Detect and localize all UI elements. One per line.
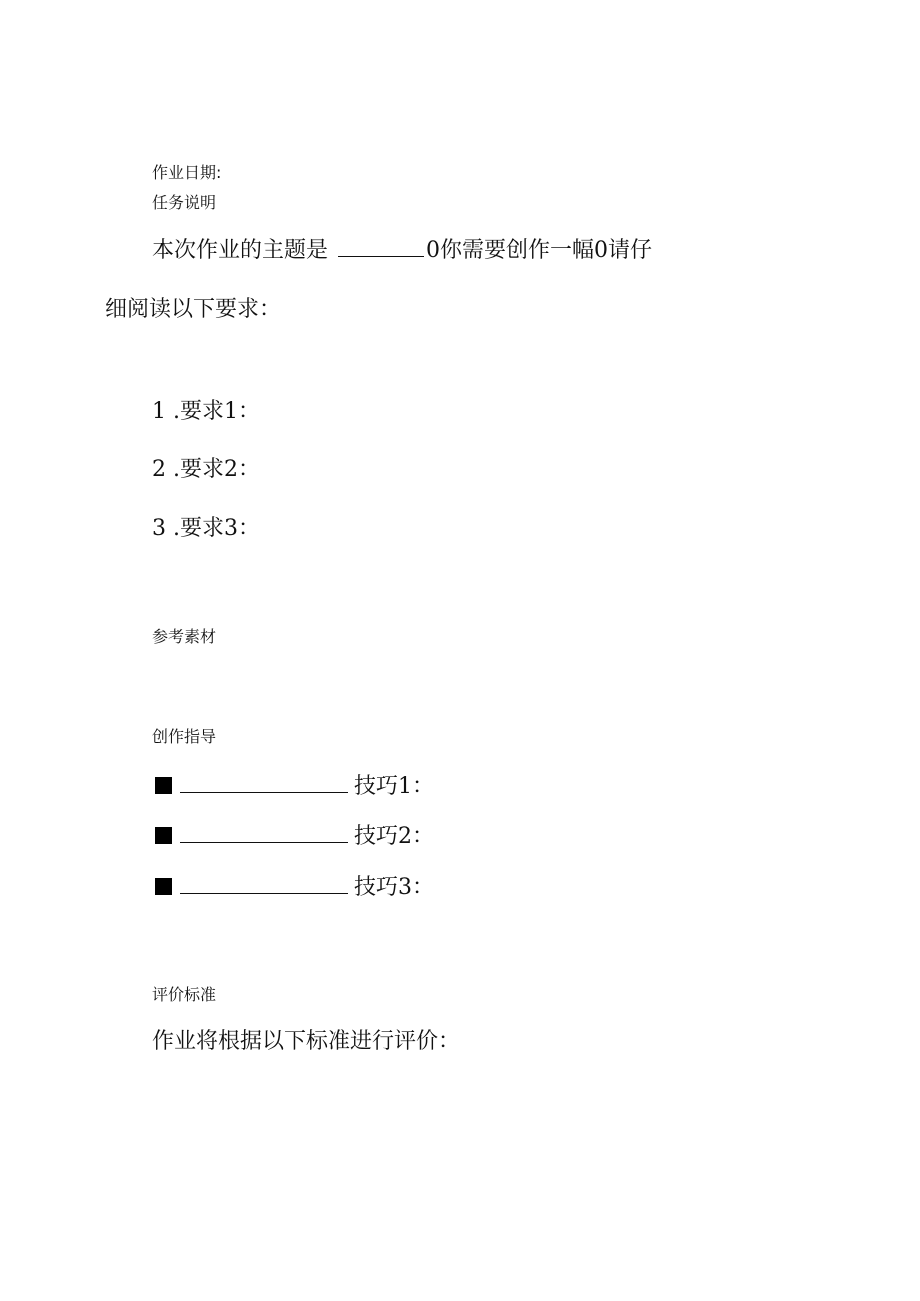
requirement-label: .要求3： — [173, 516, 260, 541]
evaluation-heading: 评价标准 — [152, 985, 217, 1004]
requirement-number: 3 — [152, 516, 166, 541]
tip-item-1 — [155, 773, 434, 801]
guidance-heading: 创作指导 — [152, 727, 217, 746]
tip-blank — [180, 875, 348, 894]
requirement-item-1 — [152, 398, 260, 426]
theme-blank — [338, 238, 424, 257]
requirement-item-3 — [152, 515, 260, 543]
requirement-label: .要求2： — [173, 457, 260, 482]
tip-blank — [180, 774, 348, 793]
bullet-square-icon — [155, 827, 172, 844]
task-intro-line1 — [152, 237, 652, 265]
requirement-label: .要求1： — [173, 399, 260, 424]
requirement-item-2 — [152, 456, 260, 484]
task-intro-line2: 细阅读以下要求： — [105, 297, 282, 322]
tip-label: 技巧2： — [354, 824, 434, 849]
tip-item-3 — [155, 874, 434, 902]
task-intro-part2: 0你需要创作一幅0请仔 — [426, 238, 653, 263]
task-heading: 任务说明 — [152, 193, 217, 212]
tip-label: 技巧3： — [354, 875, 434, 900]
requirement-number: 1 — [152, 399, 166, 424]
date-label: 作业日期: — [152, 163, 222, 182]
bullet-square-icon — [155, 777, 172, 794]
bullet-square-icon — [155, 878, 172, 895]
evaluation-text: 作业将根据以下标准进行评价： — [152, 1029, 461, 1054]
tip-label: 技巧1： — [354, 774, 434, 799]
reference-heading: 参考素材 — [152, 627, 217, 646]
tip-item-2 — [155, 823, 434, 851]
task-intro-part1: 本次作业的主题是 — [152, 238, 329, 263]
tip-blank — [180, 824, 348, 843]
requirement-number: 2 — [152, 457, 166, 482]
